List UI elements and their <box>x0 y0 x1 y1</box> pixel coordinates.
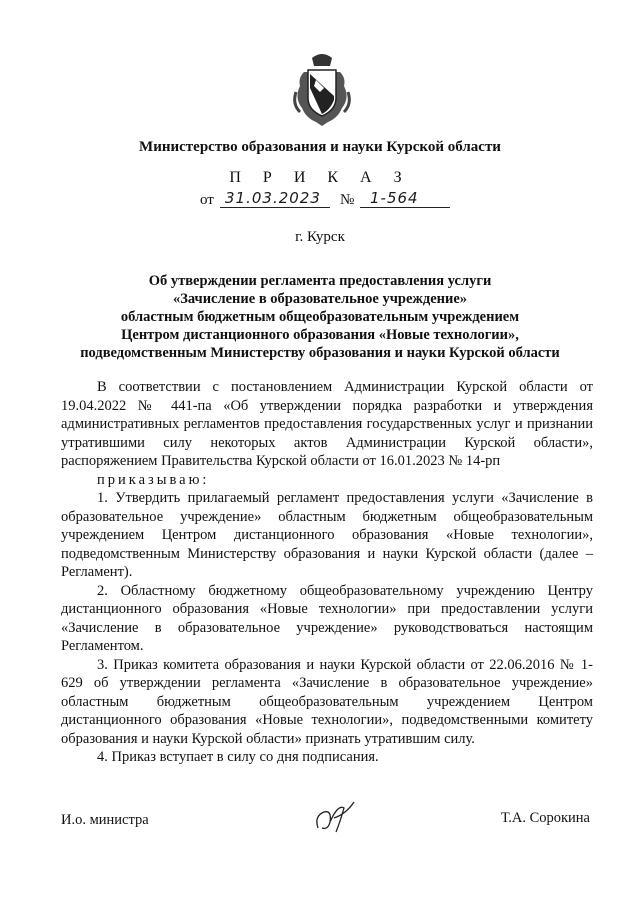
signatory-name: Т.А. Сорокина <box>500 810 590 826</box>
title-line: Центром дистанционного образования «Новые технологии», <box>121 327 519 343</box>
handwritten-date: 31.03.2023 <box>225 189 321 207</box>
date-prefix: от <box>200 192 214 208</box>
document-type: П Р И К А З <box>229 169 411 186</box>
title-line: подведомственным Министерству образования и науки Курской области <box>80 345 560 361</box>
ministry-name: Министерство образования и науки Курской области <box>139 139 501 155</box>
date-number-line <box>200 189 460 214</box>
order-item: 2. Областному бюджетному общеобразовательному учреждению Центру дистанционного образования «Новые технологии» при предоставлении услуги «Зачисление в образовательное учреждение» руководствоваться настоящим Регламентом. <box>61 582 593 654</box>
document-title <box>40 272 600 362</box>
title-line: Об утверждении регламента предоставления услуги <box>148 273 492 289</box>
handwritten-number: 1-564 <box>370 189 419 207</box>
order-item: 4. Приказ вступает в силу со дня подписания. <box>97 749 379 765</box>
order-item: 3. Приказ комитета образования и науки Курской области от 22.06.2016 № 1-629 об утверждении регламента «Зачисление в образовательное учреждение» областным бюджетным общеобразовательным учреждением Центром дистанционного образования «Новые технологии», подведомственными комитету образования и науки Курской области» признать утратившим силу. <box>61 656 593 747</box>
document-body <box>61 378 593 767</box>
title-line: областным бюджетным общеобразовательным учреждением <box>120 309 520 325</box>
title-line: «Зачисление в образовательное учреждение» <box>172 291 468 307</box>
number-prefix: № <box>340 192 355 208</box>
handwritten-signature <box>310 798 360 838</box>
signatory-position: И.о. министра <box>61 812 149 828</box>
city: г. Курск <box>295 229 345 245</box>
order-item: 1. Утвердить прилагаемый регламент предоставления услуги «Зачисление в образовательное учреждение» областным бюджетным общеобразовательным учреждением Центром дистанционного образования «Новые технологии», подведомственным Министерству образования и науки Курской области (далее – Регламент). <box>61 490 593 580</box>
coat-of-arms-emblem <box>290 52 354 130</box>
preamble-paragraph: В соответствии с постановлением Администрации Курской области от 19.04.2022 № 441-па «Об утверждении порядка разработки и утверждения административных регламентов предоставления государственных услуг и признании утратившими силу некоторых актов Администрации Курской области», распоряжением Правительства Курской области от 16.01.2023 № 14-рп <box>61 379 593 469</box>
order-word: приказываю: <box>97 471 210 488</box>
